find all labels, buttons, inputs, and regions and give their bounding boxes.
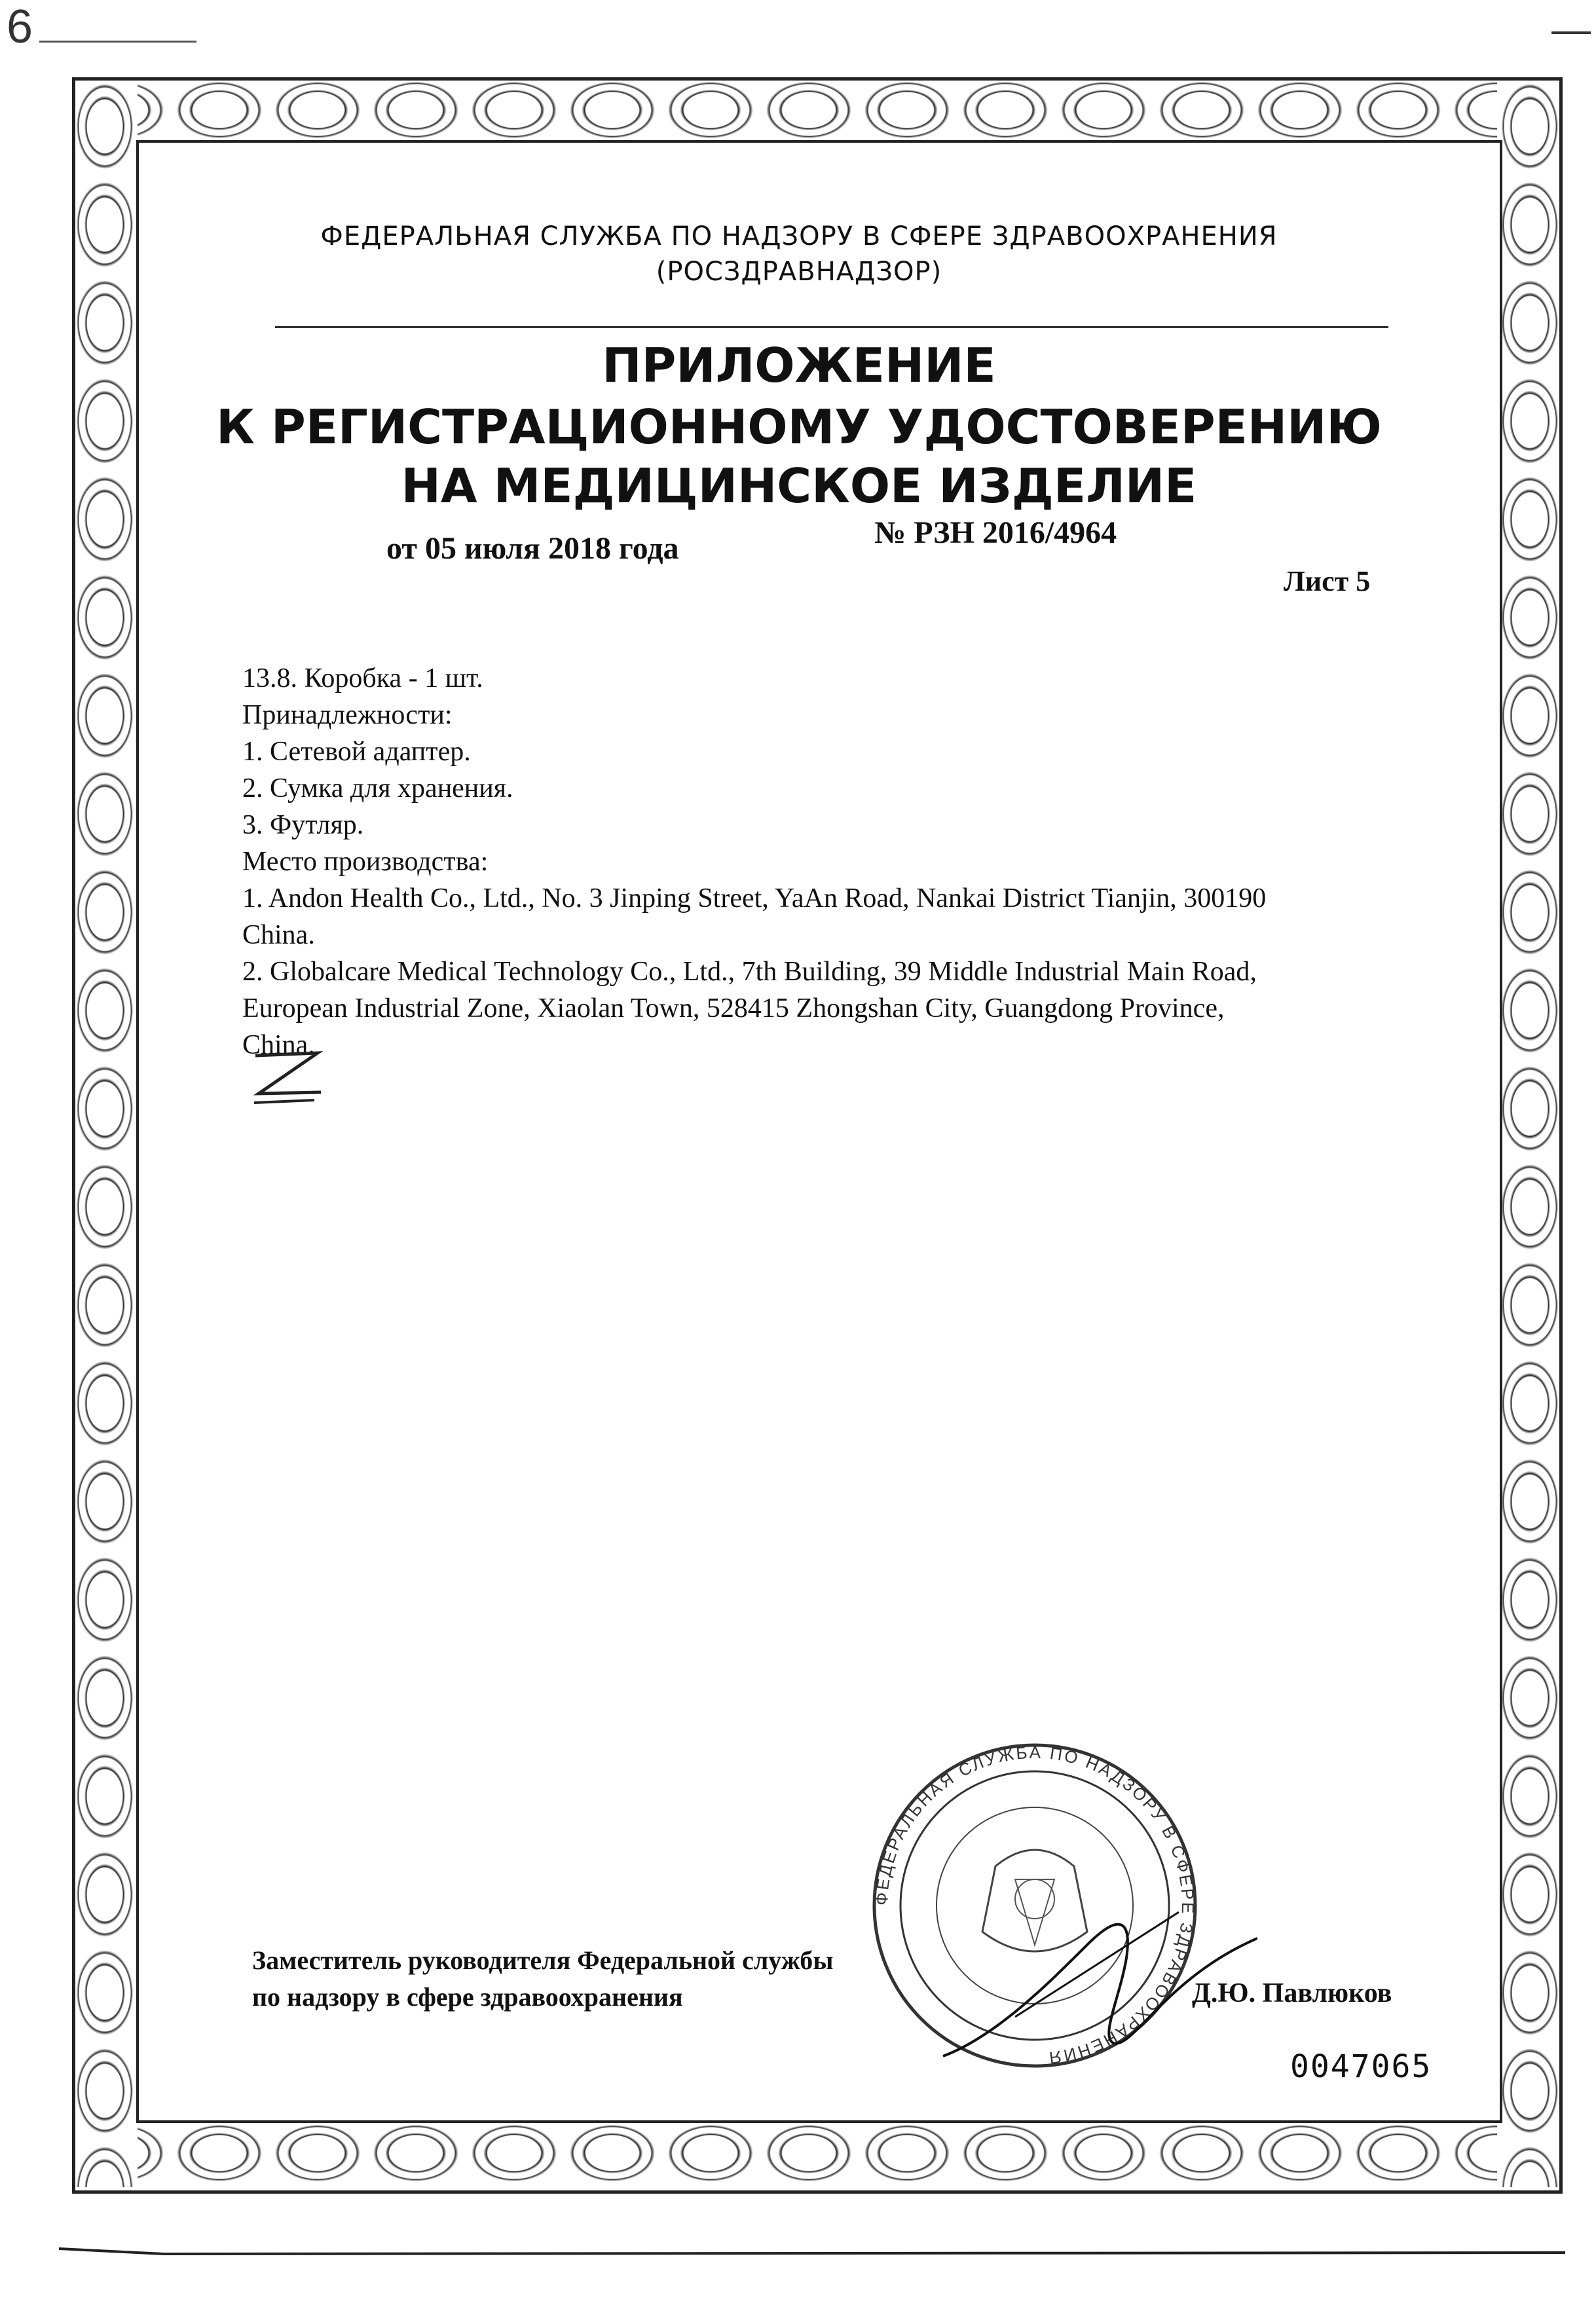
document-subtitle-line2: НА МЕДИЦИНСКОЕ ИЗДЕЛИЕ [401, 458, 1197, 513]
bottom-edge-stroke [59, 2247, 1565, 2255]
body-line: 2. Globalcare Medical Technology Co., Ltd., 7th Building, 39 Middle Industrial Main Road, [242, 957, 1257, 987]
registration-number: № РЗН 2016/4964 [874, 515, 1117, 550]
signatory-title-line1: Заместитель руководителя Федеральной службы [252, 1945, 834, 1975]
body-line: 1. Сетевой адаптер. [242, 737, 471, 767]
body-line: China. [242, 920, 315, 950]
issue-date: от 05 июля 2018 года [386, 531, 679, 566]
form-serial-number: 0047065 [1290, 2048, 1432, 2085]
agency-abbreviation: (РОСЗДРАВНАДЗОР) [656, 257, 942, 287]
signatory-title-line2: по надзору в сфере здравоохранения [252, 1982, 683, 2012]
z-closing-mark [249, 1048, 327, 1107]
header-divider [275, 326, 1388, 328]
body-line: 1. Andon Health Co., Ltd., No. 3 Jinping Street, YaAn Road, Nankai District Tianjin, 300190 [242, 883, 1267, 913]
document-title: ПРИЛОЖЕНИЕ [602, 338, 996, 393]
signatory-title [252, 1942, 833, 2016]
sheet-number: Лист 5 [1284, 565, 1371, 597]
agency-name: ФЕДЕРАЛЬНАЯ СЛУЖБА ПО НАДЗОРУ В СФЕРЕ ЗДРАВООХРАНЕНИЯ [320, 221, 1278, 251]
signatory-name: Д.Ю. Павлюков [1192, 1978, 1392, 2008]
svg-text:ФЕДЕРАЛЬНАЯ СЛУЖБА ПО НАДЗОРУ: ФЕДЕРАЛЬНАЯ СЛУЖБА ПО НАДЗОРУ В СФЕРЕ ЗДРАВООХРАНЕНИЯ [871, 1742, 1198, 2069]
body-line: China. [242, 1030, 315, 1060]
appendix-body [242, 660, 1447, 1063]
body-line: European Industrial Zone, Xiaolan Town, 528415 Zhongshan City, Guangdong Province, [242, 993, 1225, 1023]
corner-underline [39, 41, 196, 43]
corner-dash [1551, 31, 1591, 34]
page-number-handwritten: 6 [7, 1, 33, 53]
body-line: 13.8. Коробка - 1 шт. [242, 663, 483, 693]
document-subtitle-line1: К РЕГИСТРАЦИОННОМУ УДОСТОВЕРЕНИЮ [216, 399, 1382, 454]
body-line: 3. Футляр. [242, 810, 364, 840]
body-line: Место производства: [242, 847, 489, 877]
body-line: 2. Сумка для хранения. [242, 773, 513, 803]
body-line: Принадлежности: [242, 700, 453, 730]
